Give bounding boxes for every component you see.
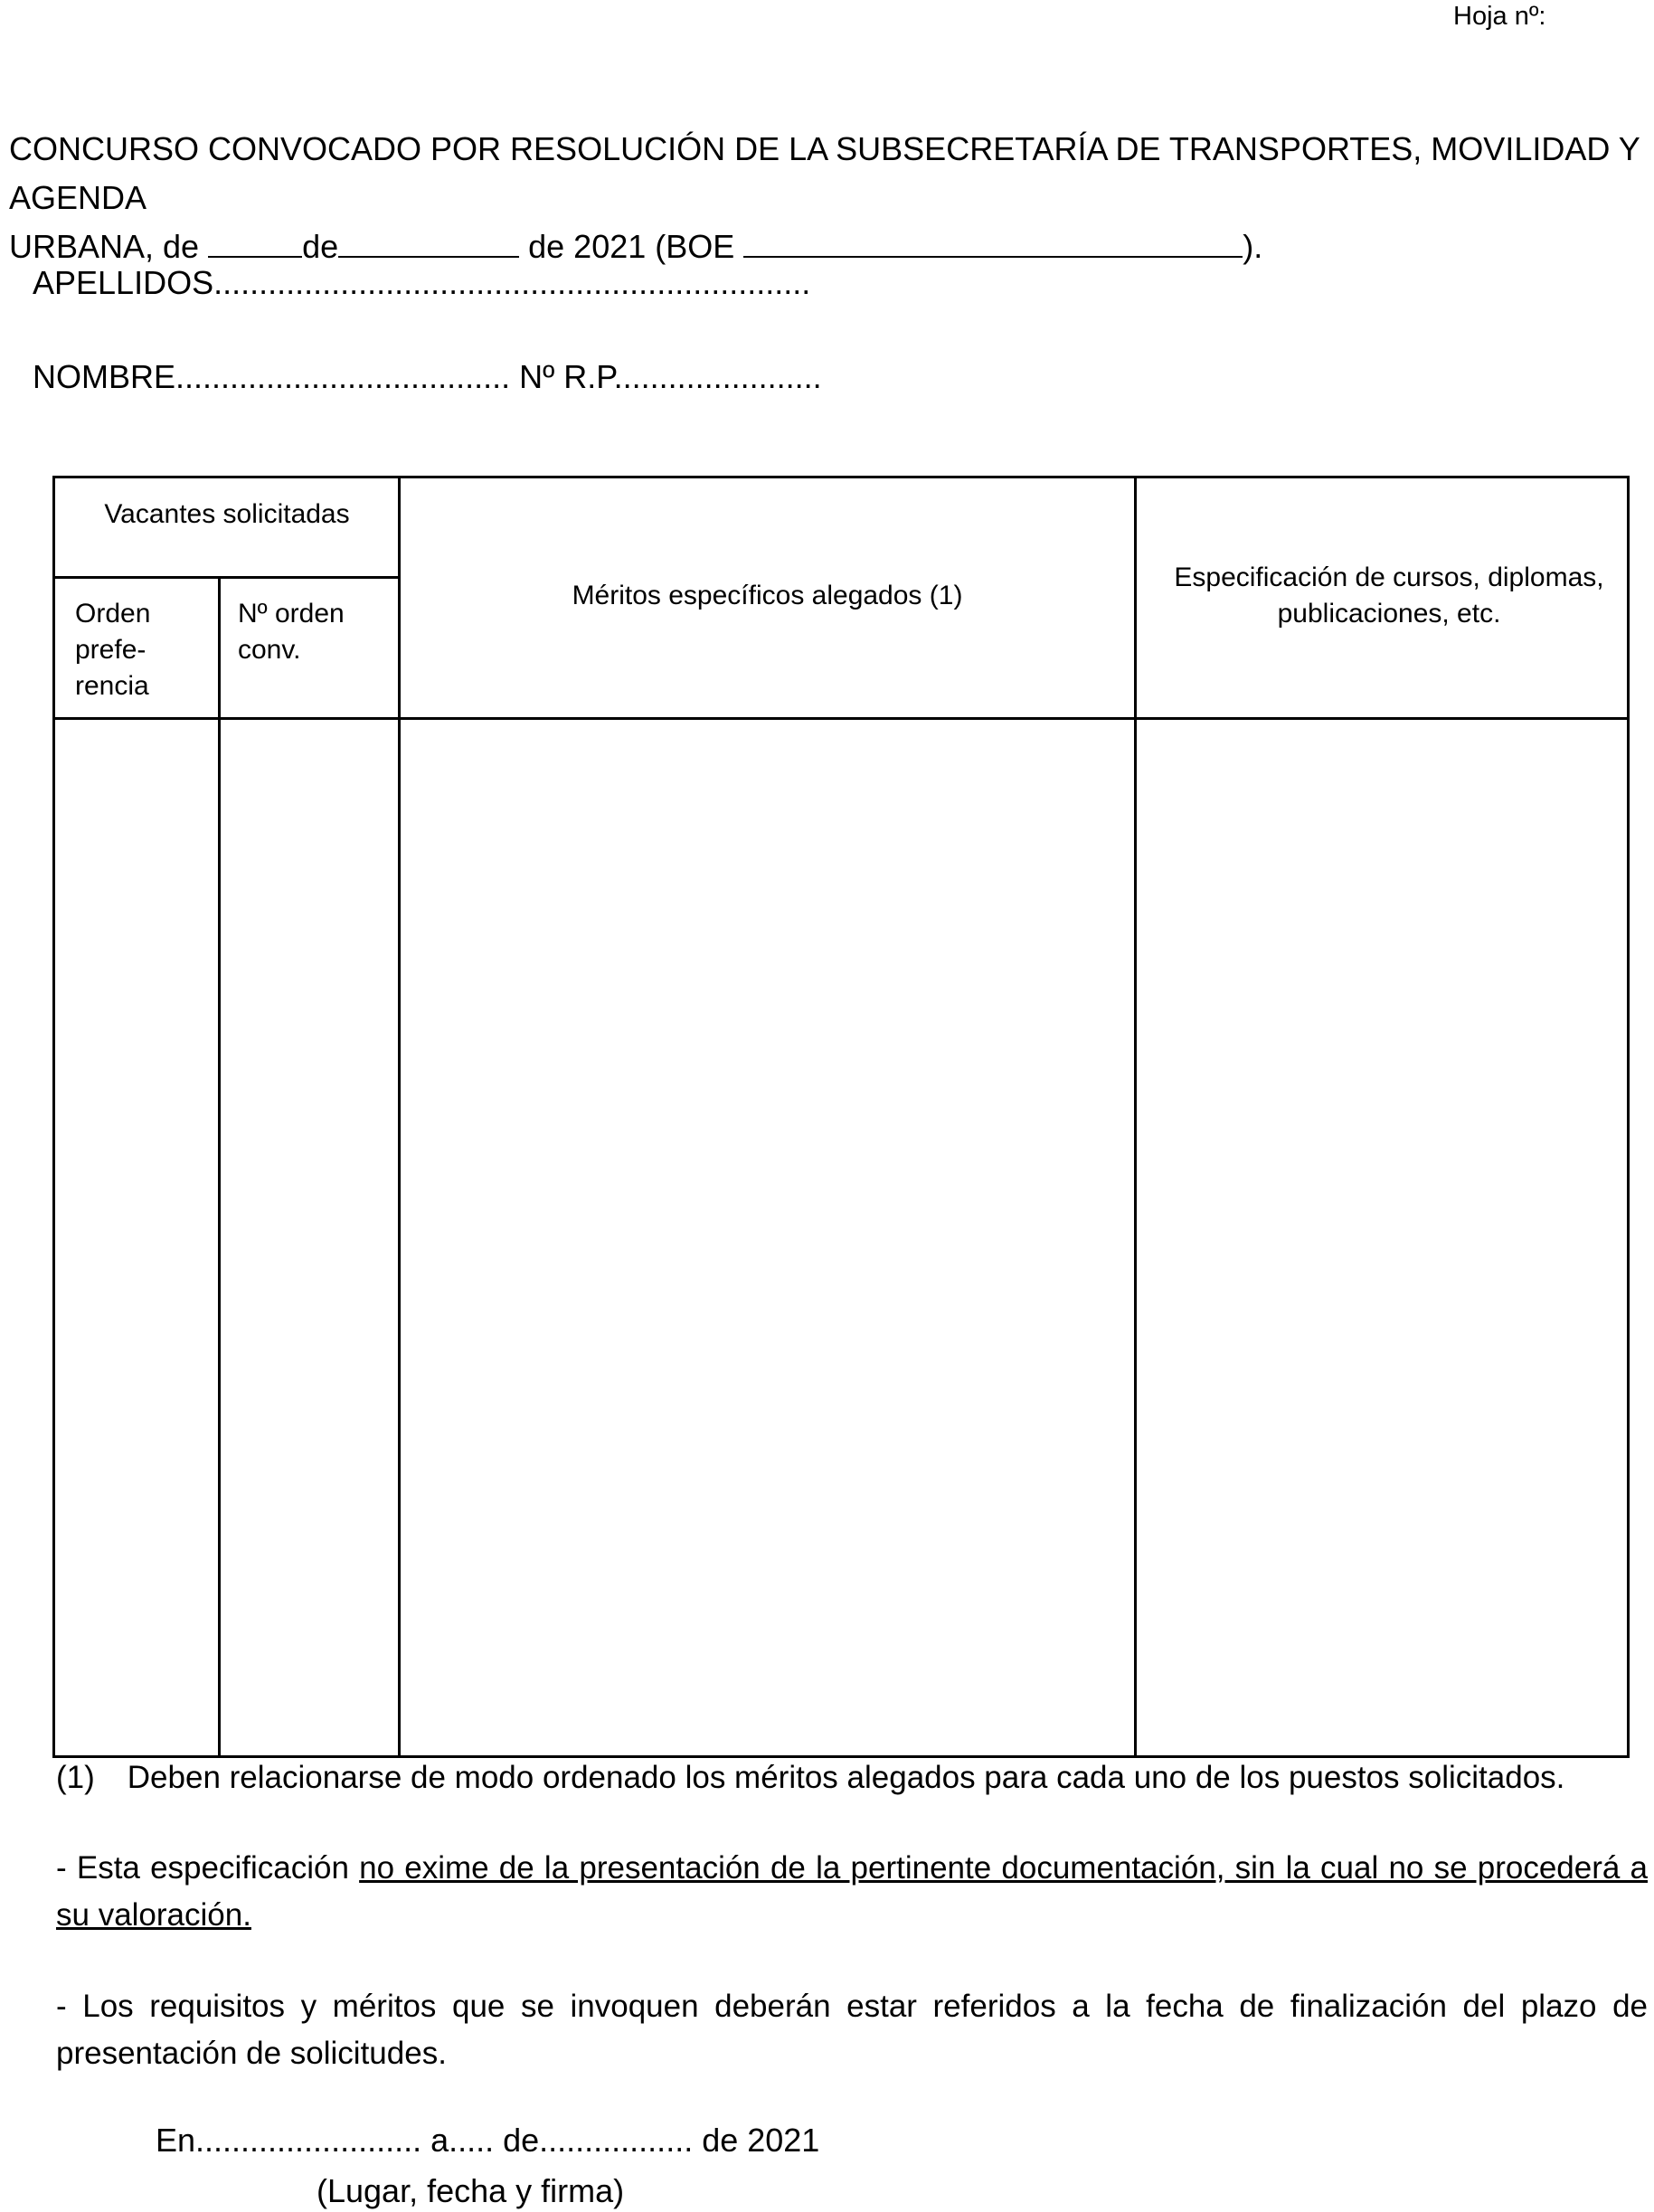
title-de: de [302, 228, 339, 265]
footnote-1 [56, 1754, 1648, 1801]
apellidos-field[interactable]: APELLIDOS.................................................................. [33, 264, 811, 301]
title-urbana: URBANA, de [9, 228, 209, 265]
sheet-number-label: Hoja nº: [1453, 2, 1546, 31]
nrp-field[interactable]: Nº R.P....................... [519, 358, 822, 395]
nombre-field[interactable]: NOMBRE..................................... [33, 358, 520, 395]
cell-orden-preferencia[interactable] [55, 720, 218, 1755]
nombre-row [33, 358, 822, 396]
boe-blank[interactable] [743, 229, 1243, 258]
note-requisitos: - Los requisitos y méritos que se invoquen deberán estar referidos a la fecha de finalización del plazo de presentación de solicitudes. [56, 1989, 1648, 2071]
day-blank[interactable] [208, 229, 302, 258]
header-especificacion: Especificación de cursos, diplomas, publicaciones, etc. [1174, 562, 1604, 629]
header-meritos: Méritos específicos alegados (1) [572, 581, 963, 610]
signature-line[interactable]: En......................... a..... de................. de 2021 [156, 2122, 820, 2159]
footnote-1-text: Deben relacionarse de modo ordenado los méritos alegados para cada uno de los puestos solicitados. [127, 1760, 1565, 1795]
note-documentation-underlined: no exime de la presentación de la pertinente documentación, sin la cual no se procederá a su valoración. [56, 1850, 1648, 1933]
vacantes-subheader-line [55, 576, 401, 579]
month-blank[interactable] [338, 229, 519, 258]
cell-especificacion[interactable] [1137, 720, 1627, 1755]
footnote-marker: (1) [56, 1760, 95, 1795]
header-orden-preferencia: Orden prefe- rencia [75, 599, 151, 701]
note-documentation [56, 1845, 1648, 1939]
header-vacantes: Vacantes solicitadas [104, 499, 350, 529]
merits-table [52, 476, 1630, 1758]
document-title [9, 125, 1646, 271]
title-line-1: CONCURSO CONVOCADO POR RESOLUCIÓN DE LA SUBSECRETARÍA DE TRANSPORTES, MOVILIDAD Y AGENDA [9, 130, 1640, 216]
cell-meritos[interactable] [401, 720, 1134, 1755]
title-year: de 2021 (BOE [519, 228, 744, 265]
cell-n-orden-conv[interactable] [221, 720, 398, 1755]
note-documentation-prefix: - Esta especificación [56, 1850, 360, 1886]
title-close: ). [1243, 228, 1263, 265]
header-n-orden-conv: Nº orden conv. [238, 599, 345, 665]
signature-caption: (Lugar, fecha y firma) [317, 2172, 625, 2209]
